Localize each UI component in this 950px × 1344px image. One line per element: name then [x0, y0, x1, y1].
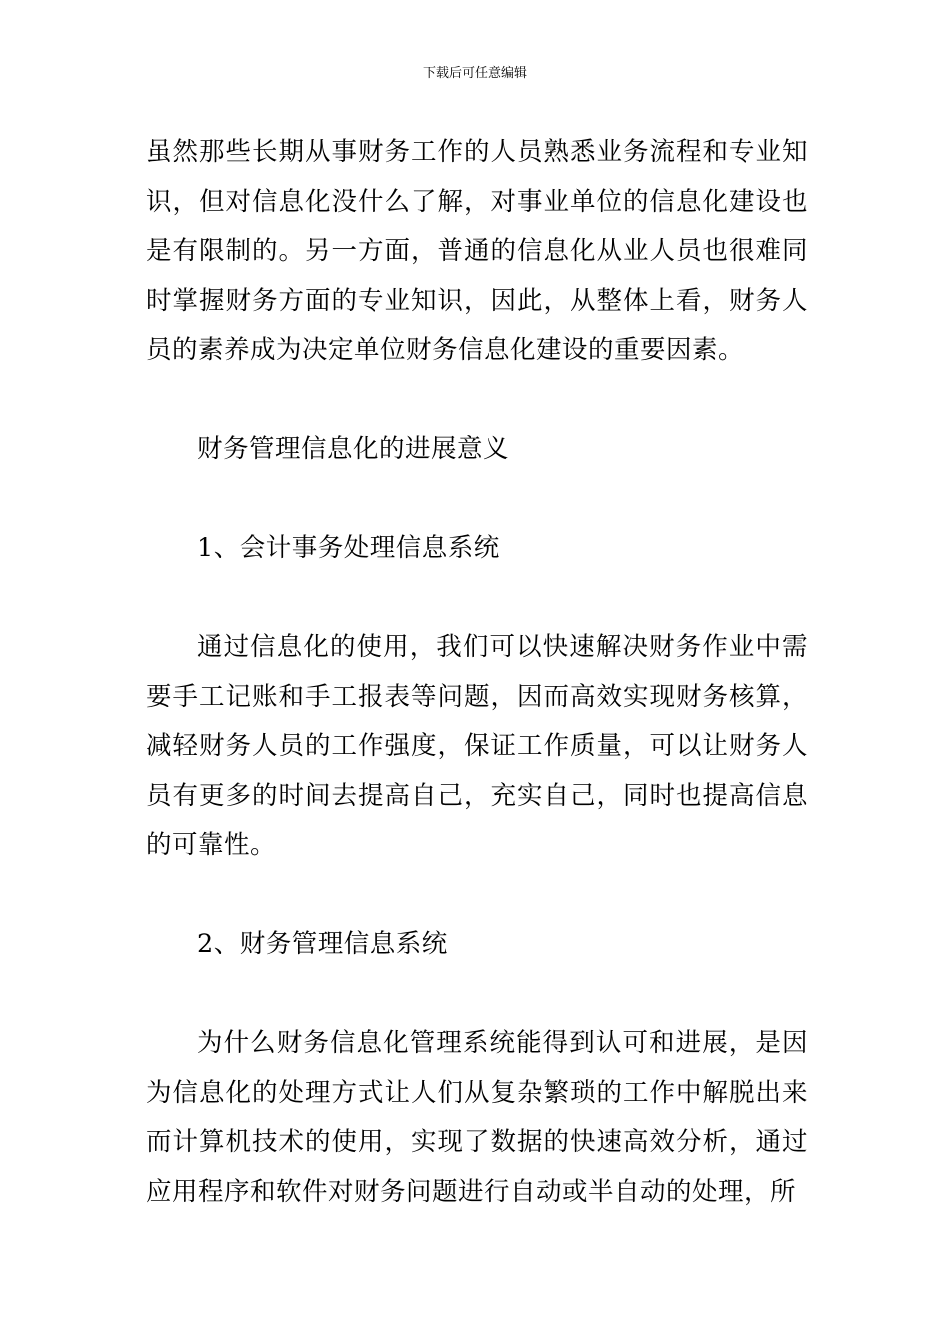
paragraph-gap — [146, 871, 808, 921]
paragraph-gap — [146, 574, 808, 624]
page-header: 下载后可任意编辑 — [422, 66, 527, 81]
paragraph-2: 通过信息化的使用，我们可以快速解决财务作业中需要手工记账和手工报表等问题，因而高效实现财务核算，减轻财务人员的工作强度，保证工作质量，可以让财务人员有更多的时间去提高自己，充实自己，同时也提高信息的可靠性。 — [146, 632, 808, 860]
section-heading-3: 2、财务管理信息系统 — [197, 929, 448, 959]
section-heading-2: 1、会计事务处理信息系统 — [197, 533, 500, 563]
section-heading-1: 财务管理信息化的进展意义 — [197, 434, 510, 464]
document-body — [146, 128, 808, 1217]
paragraph-gap — [146, 475, 808, 525]
paragraph-3: 为什么财务信息化管理系统能得到认可和进展，是因为信息化的处理方式让人们从复杂繁琐的工作中解脱出来而计算机技术的使用，实现了数据的快速高效分析，通过应用程序和软件对财务问题进行自动或半自动的处理，所 — [146, 1028, 808, 1207]
paragraph-gap — [146, 376, 808, 426]
paragraph-gap — [146, 970, 808, 1020]
paragraph-1: 虽然那些长期从事财务工作的人员熟悉业务流程和专业知识，但对信息化没什么了解，对事业单位的信息化建设也是有限制的。另一方面，普通的信息化从业人员也很难同时掌握财务方面的专业知识，因此，从整体上看，财务人员的素养成为决定单位财务信息化建设的重要因素。 — [146, 137, 808, 365]
